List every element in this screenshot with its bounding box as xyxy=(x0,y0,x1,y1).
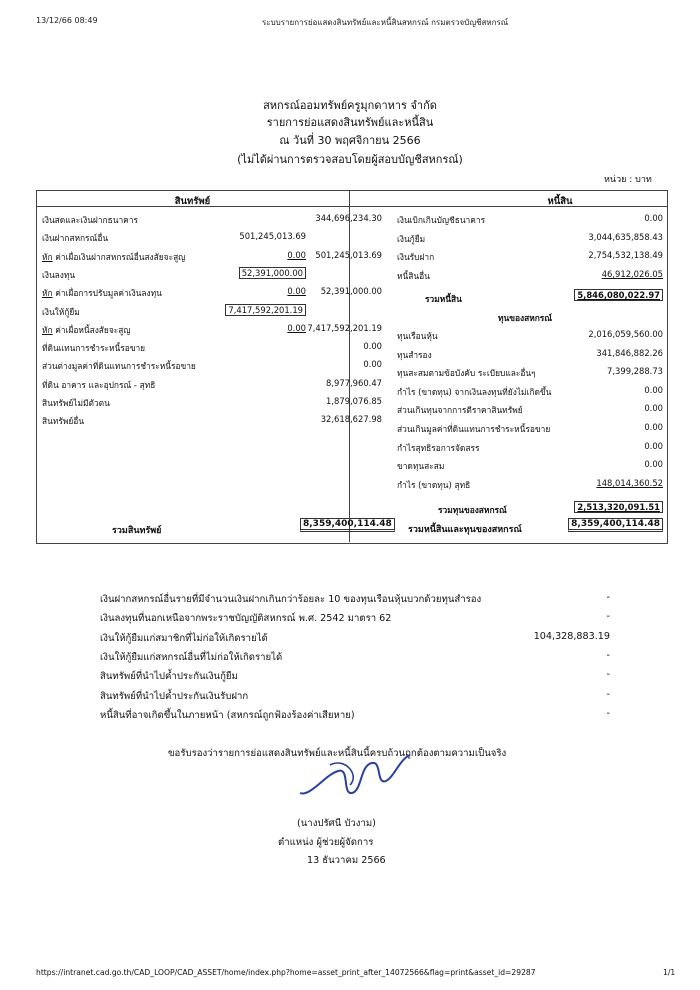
asset-gross-text: 0.00 xyxy=(287,249,306,260)
total-assets-value: 8,359,400,114.48 xyxy=(300,519,382,529)
asset-label xyxy=(42,378,155,392)
disclosure-label: เงินฝากสหกรณ์อื่นรายที่มีจำนวนเงินฝากเกินกว่าร้อยละ 10 ของทุนเรือนหุ้นบวกด้วยทุนสำรอง xyxy=(100,594,482,605)
asset-net-value: 0.00 xyxy=(363,359,382,370)
equity-value-text: 0.00 xyxy=(644,384,663,395)
equity-value xyxy=(560,459,663,469)
equity-label: กำไรสุทธิรอการจัดสรร xyxy=(397,442,480,453)
grand-total-value: 8,359,400,114.48 xyxy=(560,519,663,529)
equity-label: ส่วนเกินมูลค่าที่ดินแทนการชำระหนี้รอขาย xyxy=(397,424,551,434)
report-date: ณ วันที่ 30 พฤศจิกายน 2566 xyxy=(279,134,421,147)
equity-value xyxy=(560,478,663,488)
deduct-prefix: หัก xyxy=(42,324,53,335)
asset-gross-text: 7,417,592,201.19 xyxy=(225,304,306,316)
signature-icon xyxy=(290,745,430,805)
equity-label: ทุนเรือนหุ้น xyxy=(397,331,438,341)
coop-name: สหกรณ์ออมทรัพย์ครูมุกดาหาร จำกัด xyxy=(263,99,437,112)
page-url: https://intranet.cad.go.th/CAD_LOOP/CAD_ASSET/home/index.php?home=asset_print_after_14072566&flag=print&asset_id=29287 xyxy=(36,968,536,977)
equity-value-text: 0.00 xyxy=(644,422,663,432)
total-equity-value: 2,513,320,091.51 xyxy=(560,502,663,512)
asset-label xyxy=(42,414,84,428)
asset-label-text: สินทรัพย์ไม่มีตัวตน xyxy=(42,398,110,408)
equity-value-text: 7,399,288.73 xyxy=(607,366,663,377)
asset-label-text: เงินให้กู้ยืม xyxy=(42,306,80,317)
asset-net-value: 344,696,234.30 xyxy=(315,213,382,223)
disclosure-value: - xyxy=(606,707,610,719)
asset-label-text: สินทรัพย์อื่น xyxy=(42,416,85,427)
equity-value-text: 0.00 xyxy=(644,403,663,414)
disclosure-value: - xyxy=(606,592,610,603)
system-name: ระบบรายการย่อแสดงสินทรัพย์และหนี้สินสหกรณ์ กรมตรวจบัญชีสหกรณ์ xyxy=(262,18,509,27)
disclosure-value: - xyxy=(606,669,610,681)
asset-gross-value xyxy=(196,286,306,296)
asset-gross-value xyxy=(196,323,306,333)
liability-label: เงินรับฝาก xyxy=(397,252,435,262)
asset-net-value: 8,977,960.47 xyxy=(326,377,382,388)
liability-value-text: 3,044,635,858.43 xyxy=(588,231,663,242)
equity-value xyxy=(560,441,663,451)
liability-value xyxy=(560,232,663,242)
liability-value xyxy=(560,250,663,260)
asset-net-value: 7,417,592,201.19 xyxy=(307,322,382,333)
report-title: รายการย่อแสดงสินทรัพย์และหนี้สิน xyxy=(266,116,434,129)
equity-label: ทุนสำรอง xyxy=(397,349,432,360)
signer-position: ตำแหน่ง ผู้ช่วยผู้จัดการ xyxy=(278,837,374,848)
asset-label xyxy=(42,286,162,300)
asset-gross-value xyxy=(196,268,306,278)
asset-label-text: ค่าเผื่อการปรับมูลค่าเงินลงทุน xyxy=(52,288,162,299)
asset-label xyxy=(42,250,185,264)
disclosure-label: สินทรัพย์ที่นำไปค้ำประกันเงินรับฝาก xyxy=(100,690,249,702)
asset-gross-text: 0.00 xyxy=(287,322,306,333)
disclosure-value: 104,328,883.19 xyxy=(533,630,610,642)
equity-value xyxy=(560,348,663,358)
total-liabilities-value: 5,846,080,022.97 xyxy=(560,290,663,300)
disclosure-value: - xyxy=(606,649,610,661)
asset-label xyxy=(42,341,145,355)
asset-gross-text: 0.00 xyxy=(287,286,306,297)
asset-net-value: 32,618,627.98 xyxy=(320,414,382,425)
disclosure-label: หนี้สินที่อาจเกิดขึ้นในภายหน้า (สหกรณ์ถูกฟ้องร้องค่าเสียหาย) xyxy=(100,709,355,721)
asset-label xyxy=(42,359,196,373)
equity-value xyxy=(560,329,663,339)
asset-net-value: 1,879,076.85 xyxy=(326,396,382,406)
liability-value-text: 0.00 xyxy=(644,213,663,223)
assets-heading: สินทรัพย์ xyxy=(174,196,211,207)
unit-label: หน่วย : บาท xyxy=(604,175,652,185)
liability-value xyxy=(560,269,663,279)
liabilities-heading: หนี้สิน xyxy=(547,196,573,207)
asset-label-text: เงินฝากสหกรณ์อื่น xyxy=(42,233,109,244)
asset-net-value: 52,391,000.00 xyxy=(320,286,382,297)
liability-label: หนี้สินอื่น xyxy=(397,270,430,281)
equity-label: กำไร (ขาดทุน) สุทธิ xyxy=(397,479,471,490)
asset-gross-text: 501,245,013.69 xyxy=(239,231,306,242)
equity-label: ส่วนเกินทุนจากการตีราคาสินทรัพย์ xyxy=(397,405,523,416)
disclosure-value: - xyxy=(606,611,610,623)
equity-label: ทุนสะสมตามข้อบังคับ ระเบียบและอื่นๆ xyxy=(397,368,536,379)
asset-label-text: ส่วนต่างมูลค่าที่ดินแทนการชำระหนี้รอขาย xyxy=(42,361,196,372)
liability-label: เงินเบิกเกินบัญชีธนาคาร xyxy=(397,215,486,225)
liability-value xyxy=(560,213,663,223)
asset-gross-value xyxy=(196,250,306,260)
print-datetime: 13/12/66 08:49 xyxy=(36,16,98,25)
equity-value-text: 341,846,882.26 xyxy=(596,347,663,358)
liability-label: เงินกู้ยืม xyxy=(397,233,426,244)
grand-total-label: รวมหนี้สินและทุนของสหกรณ์ xyxy=(408,525,522,535)
equity-value-text: 0.00 xyxy=(644,459,663,470)
deduct-prefix: หัก xyxy=(42,288,53,299)
asset-label xyxy=(42,323,130,337)
equity-value xyxy=(560,385,663,395)
total-assets-label: รวมสินทรัพย์ xyxy=(112,526,162,536)
equity-value-text: 2,016,059,560.00 xyxy=(588,329,663,339)
page-number: 1/1 xyxy=(663,968,676,977)
equity-value xyxy=(560,422,663,432)
asset-gross-value xyxy=(196,305,306,315)
signed-date: 13 ธันวาคม 2566 xyxy=(307,855,386,866)
equity-value-text: 0.00 xyxy=(644,440,663,451)
asset-label-text: ค่าเผื่อหนี้สงสัยจะสูญ xyxy=(52,324,131,335)
asset-label-text: ที่ดินแทนการชำระหนี้รอขาย xyxy=(42,343,146,354)
equity-heading: ทุนของสหกรณ์ xyxy=(498,313,553,323)
equity-value xyxy=(560,366,663,376)
total-liabilities-label: รวมหนี้สิน xyxy=(425,294,462,304)
disclosure-label: เงินให้กู้ยืมแก่สหกรณ์อื่นที่ไม่ก่อให้เกิดรายได้ xyxy=(100,651,283,663)
asset-label xyxy=(42,396,110,410)
disclosure-label: เงินลงทุนที่นอกเหนือจากพระราชบัญญัติสหกรณ์ พ.ศ. 2542 มาตรา 62 xyxy=(100,613,392,625)
liability-value-text: 46,912,026.05 xyxy=(601,268,663,279)
equity-label: ขาดทุนสะสม xyxy=(397,461,445,472)
signer-name: (นางปรัศนี บัวงาม) xyxy=(297,818,376,829)
deduct-prefix: หัก xyxy=(42,251,53,262)
equity-value xyxy=(560,403,663,413)
asset-label xyxy=(42,213,138,227)
asset-net-value: 0.00 xyxy=(363,341,382,352)
equity-value-text: 148,014,360.52 xyxy=(596,477,663,488)
disclosure-value: - xyxy=(606,688,610,700)
asset-label xyxy=(42,268,75,282)
asset-gross-value xyxy=(196,231,306,241)
asset-label xyxy=(42,305,80,319)
disclosure-label: เงินให้กู้ยืมแก่สมาชิกที่ไม่ก่อให้เกิดรายได้ xyxy=(100,632,268,644)
total-equity-label: รวมทุนของสหกรณ์ xyxy=(438,505,507,515)
asset-net-value: 501,245,013.69 xyxy=(315,249,382,260)
asset-label xyxy=(42,231,108,245)
asset-label-text: เงินสดและเงินฝากธนาคาร xyxy=(42,215,138,225)
asset-gross-text: 52,391,000.00 xyxy=(239,267,306,279)
disclosure-label: สินทรัพย์ที่นำไปค้ำประกันเงินกู้ยืม xyxy=(100,671,238,683)
liability-value-text: 2,754,532,138.49 xyxy=(588,250,663,260)
asset-label-text: ที่ดิน อาคาร และอุปกรณ์ - สุทธิ xyxy=(42,379,156,390)
asset-label-text: เงินลงทุน xyxy=(42,269,76,280)
certification-text: ขอรับรองว่ารายการย่อแสดงสินทรัพย์และหนี้สินนี้ครบถ้วนถูกต้องตามความเป็นจริง xyxy=(168,748,507,759)
equity-label: กำไร (ขาดทุน) จากเงินลงทุนที่ยังไม่เกิดขึ้น xyxy=(397,386,552,397)
asset-label-text: ค่าเผื่อเงินฝากสหกรณ์อื่นสงสัยจะสูญ xyxy=(52,251,186,262)
audit-note: (ไม่ได้ผ่านการตรวจสอบโดยผู้สอบบัญชีสหกรณ์) xyxy=(237,153,463,166)
